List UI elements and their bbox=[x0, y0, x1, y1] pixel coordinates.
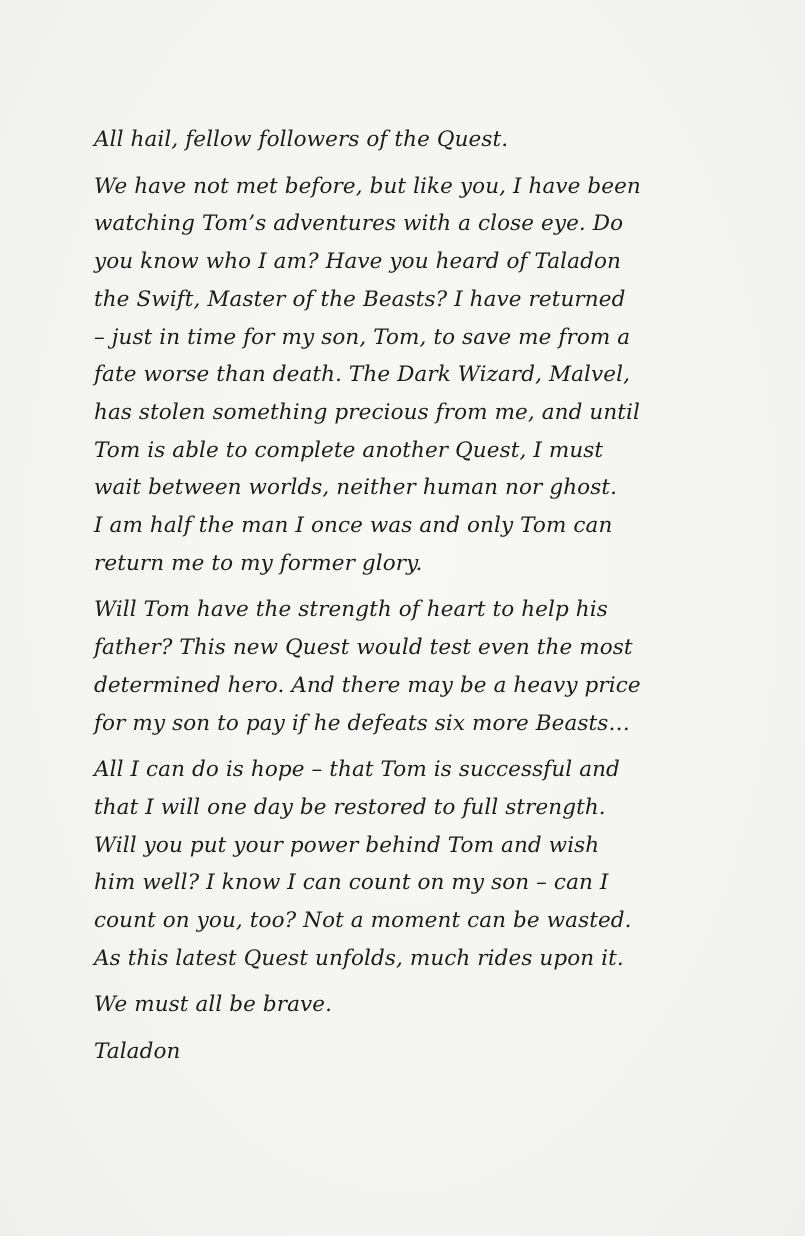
paragraph-3-line: him well? I know I can count on my son – can I bbox=[94, 870, 609, 896]
paragraph-2-line: determined hero. And there may be a heavy price bbox=[94, 672, 641, 698]
closing bbox=[94, 986, 754, 1024]
paragraph-1 bbox=[94, 168, 754, 583]
paragraph-1-line: wait between worlds, neither human nor ghost. bbox=[94, 475, 618, 501]
paragraph-1-line: We have not met before, but like you, I have been bbox=[94, 173, 641, 199]
paragraph-1-line: the Swift, Master of the Beasts? I have returned bbox=[94, 286, 626, 312]
signature-name: Taladon bbox=[94, 1039, 181, 1065]
paragraph-1-line: I am half the man I once was and only Tom can bbox=[94, 513, 613, 539]
greeting bbox=[94, 121, 754, 159]
greeting-line: All hail, fellow followers of the Quest. bbox=[94, 127, 509, 152]
paragraph-2 bbox=[94, 591, 754, 742]
paragraph-3 bbox=[94, 751, 754, 977]
paragraph-2-line: for my son to pay if he defeats six more Beasts… bbox=[94, 710, 630, 736]
letter-body bbox=[94, 121, 754, 1080]
paragraph-2-line: Will Tom have the strength of heart to help his bbox=[94, 597, 608, 623]
paragraph-3-line: All I can do is hope – that Tom is successful and bbox=[94, 757, 620, 783]
paragraph-1-line: has stolen something precious from me, and until bbox=[94, 399, 640, 425]
paragraph-1-line: fate worse than death. The Dark Wizard, Malvel, bbox=[94, 362, 631, 388]
paragraph-2-line: father? This new Quest would test even the most bbox=[94, 635, 633, 661]
paragraph-1-line: you know who I am? Have you heard of Taladon bbox=[94, 249, 621, 275]
paragraph-1-line: Tom is able to complete another Quest, I must bbox=[94, 437, 604, 463]
paragraph-3-line: Will you put your power behind Tom and wish bbox=[94, 832, 600, 858]
paragraph-3-line: count on you, too? Not a moment can be wasted. bbox=[94, 908, 632, 934]
paragraph-1-line: – just in time for my son, Tom, to save me from a bbox=[94, 324, 631, 350]
paragraph-1-line: watching Tom’s adventures with a close eye. Do bbox=[94, 211, 624, 237]
paragraph-1-line: return me to my former glory. bbox=[94, 550, 423, 576]
paragraph-3-line: As this latest Quest unfolds, much rides upon it. bbox=[94, 945, 624, 971]
closing-line: We must all be brave. bbox=[94, 992, 333, 1018]
paragraph-3-line: that I will one day be restored to full strength. bbox=[94, 794, 606, 820]
signature bbox=[94, 1033, 754, 1071]
